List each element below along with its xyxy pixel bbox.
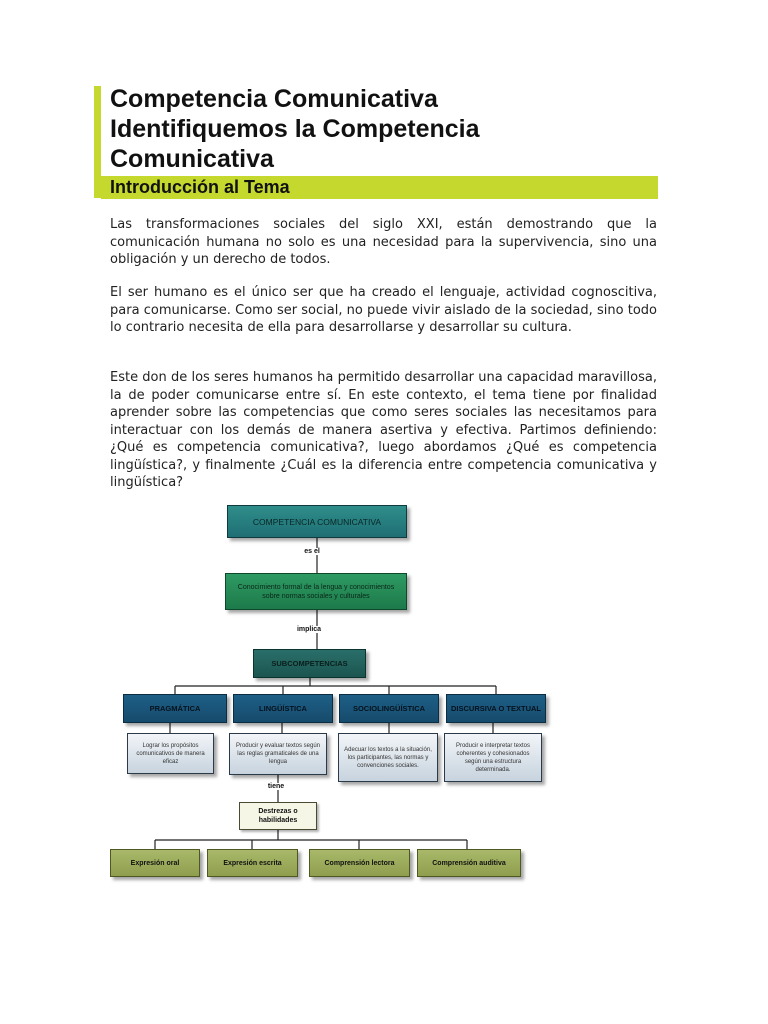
destrezas-label: Destrezas o habilidades bbox=[258, 808, 298, 824]
competencia-sociolinguistica bbox=[339, 694, 439, 723]
link-label-es-el: es el bbox=[304, 548, 320, 555]
competencia-pragmatica-label: PRAGMÁTICA bbox=[149, 704, 201, 713]
competencia-discursiva bbox=[446, 694, 546, 723]
link-label-tiene: tiene bbox=[267, 783, 285, 790]
desc-pragmatica-text: Lograr los propósitos comunicativos de manera eficaz bbox=[136, 742, 205, 765]
habilidad-expresion-escrita-label: Expresión escrita bbox=[223, 859, 282, 867]
habilidad-expresion-escrita bbox=[207, 849, 298, 877]
habilidad-expresion-oral-label: Expresión oral bbox=[130, 859, 180, 867]
page-title bbox=[110, 84, 670, 174]
subcompetencias-label: SUBCOMPETENCIAS bbox=[271, 659, 348, 668]
link-label-implica: implica bbox=[296, 626, 322, 633]
habilidad-comprension-lectora bbox=[309, 849, 410, 877]
desc-sociolinguistica bbox=[338, 733, 438, 782]
destrezas-node bbox=[239, 802, 317, 830]
paragraph-2: El ser humano es el único ser que ha creado el lenguaje, actividad cognoscitiva, para comunicarse. Como ser social, no puede vivir aislado de la sociedad, sino todo lo contrario necesita de ella para desarrollarse y desarrollar su cultura. bbox=[110, 285, 657, 335]
title-line-1: Competencia Comunicativa bbox=[110, 85, 438, 113]
root-node-label: COMPETENCIA COMUNICATIVA bbox=[252, 516, 382, 527]
habilidad-comprension-auditiva bbox=[417, 849, 521, 877]
competencia-sociolinguistica-label: SOCIOLINGÜÍSTICA bbox=[352, 704, 426, 713]
title-accent-bar bbox=[94, 86, 101, 198]
desc-discursiva-text: Producir e interpretar textos coherentes y cohesionados según una estructura determinada. bbox=[455, 742, 531, 773]
desc-discursiva bbox=[444, 733, 542, 782]
desc-sociolinguistica-text: Adecuar los textos a la situación, los participantes, las normas y convenciones sociales. bbox=[344, 746, 432, 769]
desc-linguistica-text: Producir y evaluar textos según las reglas gramaticales de una lengua bbox=[235, 743, 321, 765]
competencia-pragmatica bbox=[123, 694, 227, 723]
competencia-discursiva-label: DISCURSIVA O TEXTUAL bbox=[450, 703, 541, 713]
definition-node bbox=[225, 573, 407, 610]
habilidad-comprension-lectora-label: Comprensión lectora bbox=[324, 859, 395, 867]
subcompetencias-node bbox=[253, 649, 366, 678]
habilidad-comprension-auditiva-label: Comprensión auditiva bbox=[432, 859, 506, 867]
title-line-2: Identifiquemos la Competencia bbox=[110, 115, 480, 143]
habilidad-expresion-oral bbox=[110, 849, 200, 877]
desc-pragmatica bbox=[127, 733, 214, 774]
paragraph-1: Las transformaciones sociales del siglo XXI, están demostrando que la comunicación humana no solo es una necesidad para la supervivencia, sino una obligación y un derecho de todos. bbox=[110, 217, 657, 267]
desc-linguistica bbox=[229, 733, 327, 775]
competencia-linguistica-label: LINGÜÍSTICA bbox=[259, 704, 307, 713]
section-subtitle: Introducción al Tema bbox=[110, 177, 290, 197]
paragraph-3: Este don de los seres humanos ha permitido desarrollar una capacidad maravillosa, la de poder comunicarse entre sí. En este contexto, el tema tiene por finalidad aprender sobre las competencias que como seres sociales las necesitamos para interactuar con los demás de manera asertiva y efectiva. Partimos definiendo: ¿Qué es competencia comunicativa?, luego abordamos ¿Qué es competencia lingüística?, y finalmente ¿Cuál es la diferencia entre competencia comunicativa y lingüística? bbox=[110, 370, 657, 490]
title-line-3: Comunicativa bbox=[110, 145, 274, 173]
root-node bbox=[227, 505, 407, 538]
definition-node-text: Conocimiento formal de la lengua y conocimientos sobre normas sociales y culturales bbox=[237, 583, 395, 600]
competencia-linguistica bbox=[233, 694, 333, 723]
